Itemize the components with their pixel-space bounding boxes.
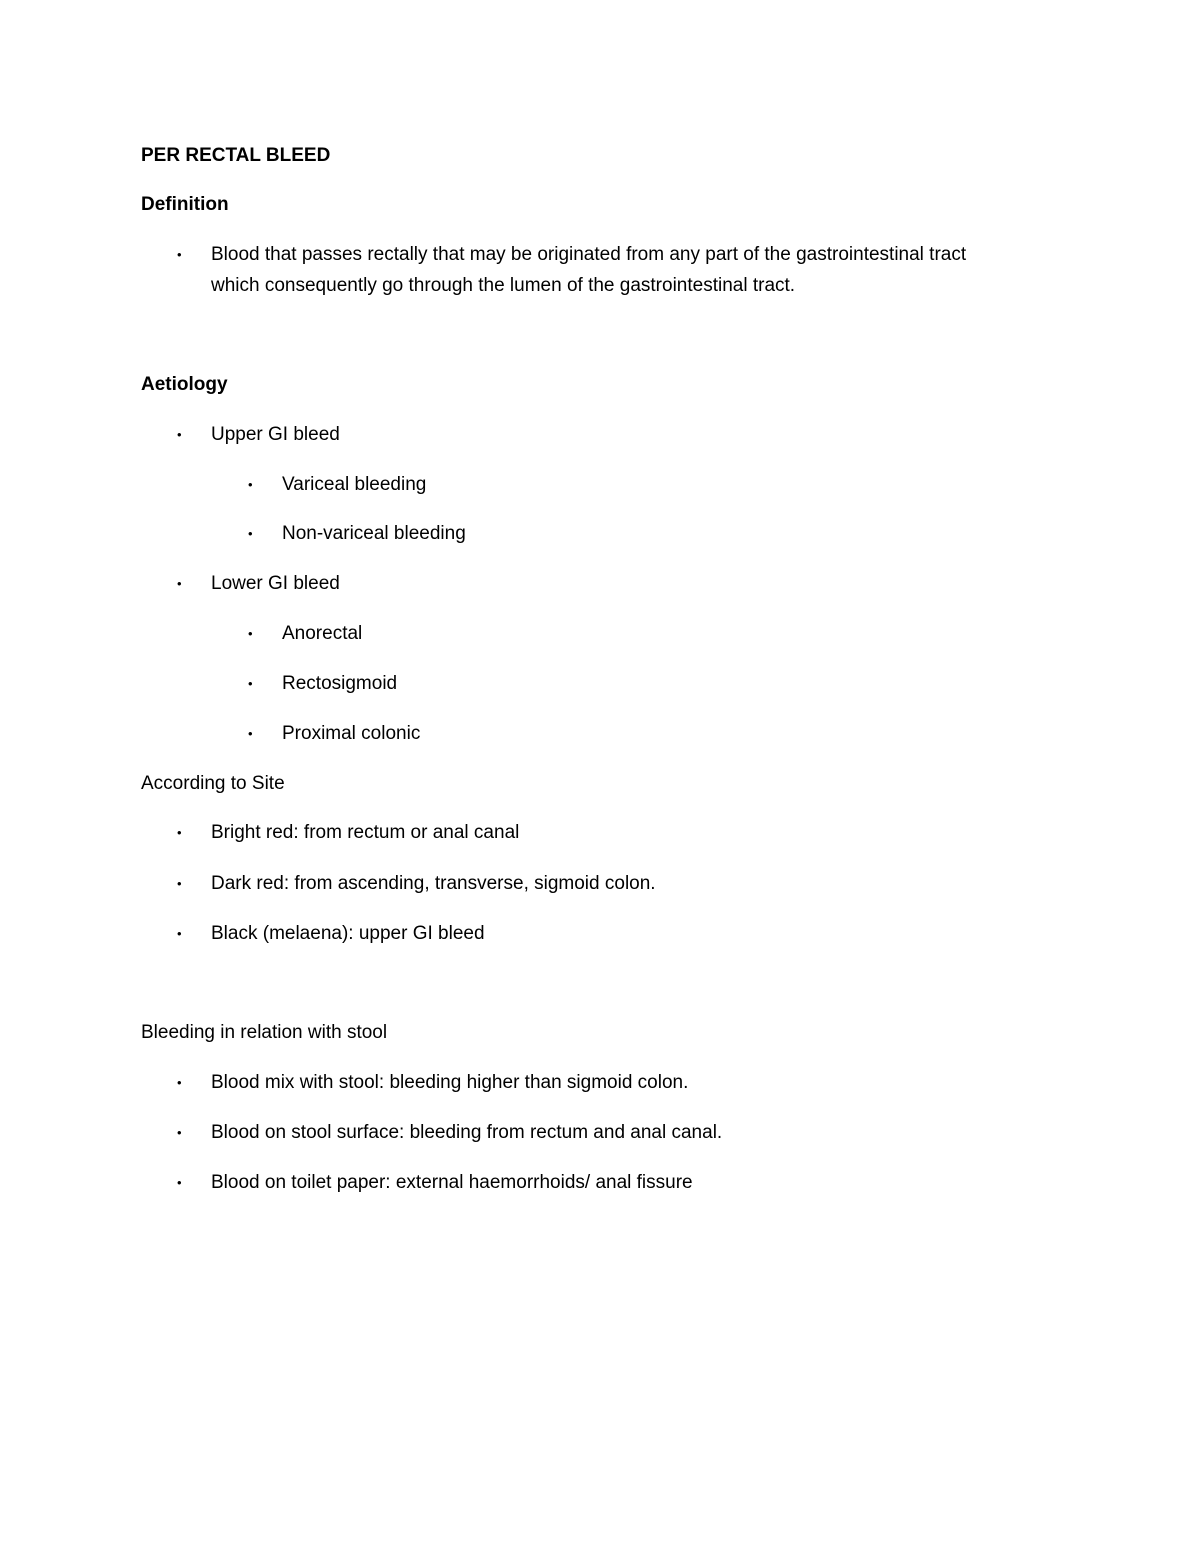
list-item: Blood on toilet paper: external haemorrhoids/ anal fissure bbox=[211, 1172, 693, 1193]
bullet-icon: • bbox=[177, 926, 182, 941]
definition-text-line-2: which consequently go through the lumen of the gastrointestinal tract. bbox=[211, 275, 796, 296]
document-title: PER RECTAL BLEED bbox=[141, 145, 331, 166]
list-item: Non-variceal bleeding bbox=[282, 523, 466, 544]
list-item: Blood on stool surface: bleeding from rectum and anal canal. bbox=[211, 1122, 723, 1143]
bullet-icon: • bbox=[177, 876, 182, 891]
bullet-icon: • bbox=[177, 247, 182, 262]
list-item: Black (melaena): upper GI bleed bbox=[211, 923, 485, 944]
lower-gi-label: Lower GI bleed bbox=[211, 573, 340, 594]
aetiology-heading: Aetiology bbox=[141, 374, 228, 395]
bullet-icon: • bbox=[177, 1075, 182, 1090]
bullet-icon: • bbox=[177, 576, 182, 591]
bullet-icon: • bbox=[248, 626, 253, 641]
bullet-icon: • bbox=[177, 1125, 182, 1140]
list-item: Blood mix with stool: bleeding higher than sigmoid colon. bbox=[211, 1072, 689, 1093]
list-item: Anorectal bbox=[282, 623, 363, 644]
bullet-icon: • bbox=[177, 1175, 182, 1190]
bullet-icon: • bbox=[248, 526, 253, 541]
list-item: Rectosigmoid bbox=[282, 673, 398, 694]
bullet-icon: • bbox=[248, 726, 253, 741]
list-item: Dark red: from ascending, transverse, sigmoid colon. bbox=[211, 873, 656, 894]
bullet-icon: • bbox=[248, 676, 253, 691]
definition-heading: Definition bbox=[141, 194, 229, 215]
upper-gi-label: Upper GI bleed bbox=[211, 424, 340, 445]
definition-text-line-1: Blood that passes rectally that may be originated from any part of the gastrointestinal tract bbox=[211, 244, 967, 265]
list-item: Variceal bleeding bbox=[282, 474, 427, 495]
list-item: Proximal colonic bbox=[282, 723, 421, 744]
bullet-icon: • bbox=[177, 825, 182, 840]
site-heading: According to Site bbox=[141, 773, 285, 794]
bullet-icon: • bbox=[248, 477, 253, 492]
list-item: Bright red: from rectum or anal canal bbox=[211, 822, 520, 843]
stool-heading: Bleeding in relation with stool bbox=[141, 1022, 388, 1043]
bullet-icon: • bbox=[177, 427, 182, 442]
